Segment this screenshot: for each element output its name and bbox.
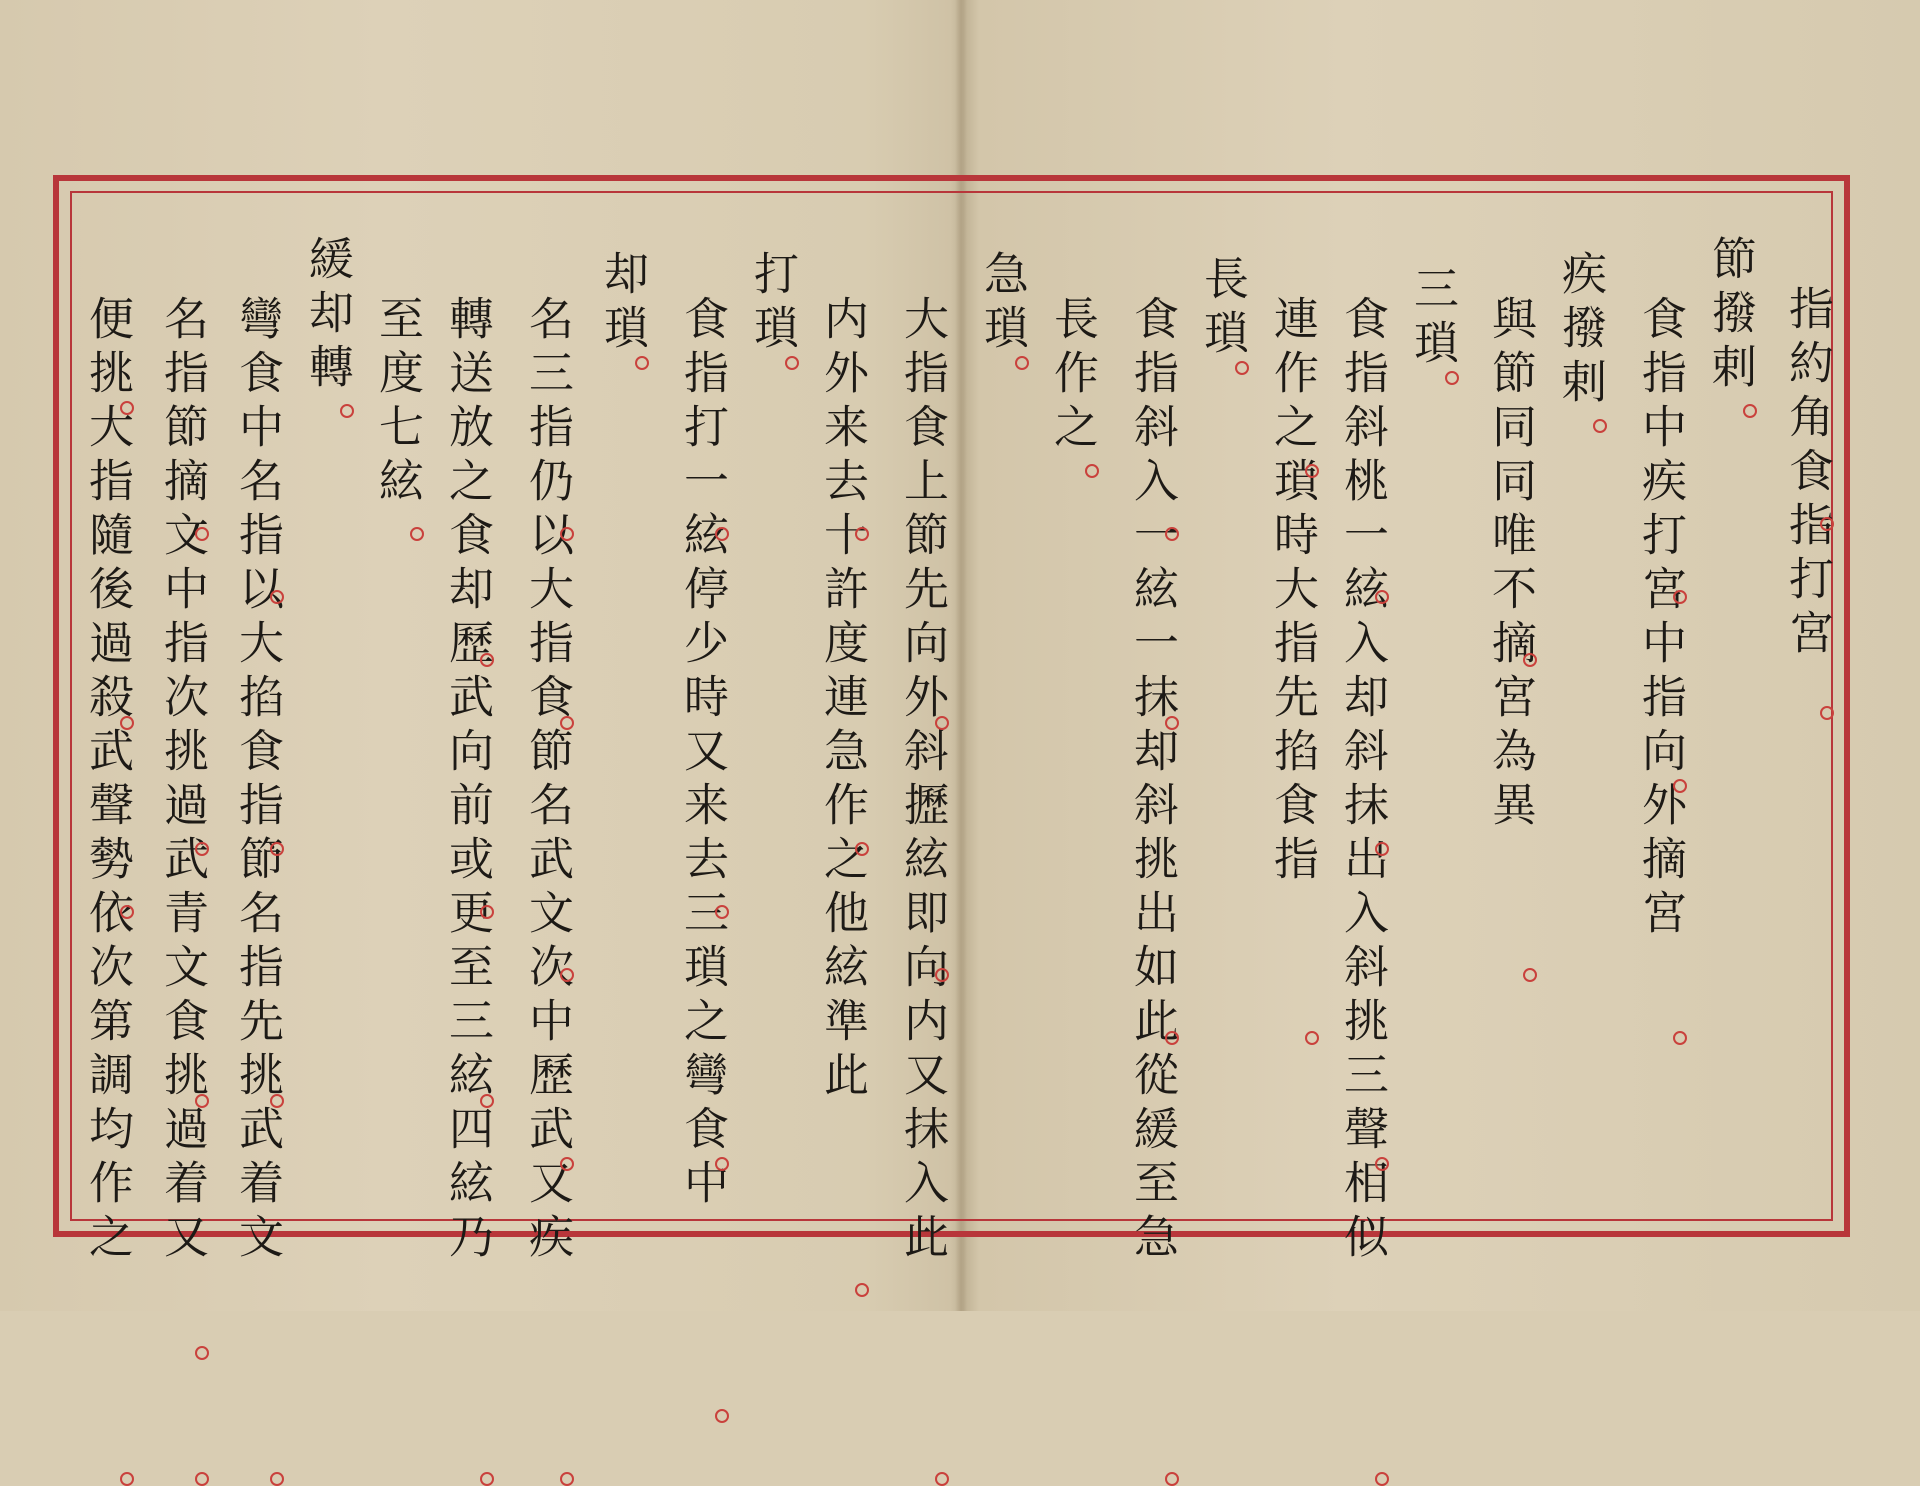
text-column-8: 連作之瑣時大指先掐食指 [1266, 295, 1319, 889]
punctuation-circle [340, 404, 354, 418]
text-column-19: 轉送放之食却歷武向前或更至三絃四絃乃 [441, 295, 494, 1267]
text-column-5: 與節同同唯不摘宮為異 [1484, 295, 1537, 835]
punctuation-circle [1165, 716, 1179, 730]
punctuation-circle [1305, 464, 1319, 478]
punctuation-circle [195, 1472, 209, 1486]
text-column-14: 内外来去十許度連急作之他絃準此 [816, 295, 869, 1105]
text-column-15: 打瑣 [746, 250, 799, 358]
punctuation-circle [480, 653, 494, 667]
text-column-21: 緩却轉 [301, 235, 354, 397]
punctuation-circle [560, 527, 574, 541]
punctuation-circle [1305, 1031, 1319, 1045]
punctuation-circle [1165, 1031, 1179, 1045]
punctuation-circle [270, 1094, 284, 1108]
punctuation-circle [1445, 371, 1459, 385]
punctuation-circle [1673, 779, 1687, 793]
punctuation-circle [560, 716, 574, 730]
punctuation-circle [935, 968, 949, 982]
text-column-2: 節撥剌 [1704, 235, 1757, 397]
text-column-20: 至度七絃 [371, 295, 424, 511]
punctuation-circle [1523, 968, 1537, 982]
punctuation-circle [935, 1472, 949, 1486]
punctuation-circle [1165, 527, 1179, 541]
text-column-9: 長瑣 [1196, 255, 1249, 363]
punctuation-circle [935, 716, 949, 730]
punctuation-circle [855, 527, 869, 541]
punctuation-circle [1820, 706, 1834, 720]
punctuation-circle [560, 1157, 574, 1171]
punctuation-circle [785, 356, 799, 370]
punctuation-circle [270, 1472, 284, 1486]
text-column-18: 名三指仍以大指食節名武文次中歷武又疾 [521, 295, 574, 1267]
text-column-24: 便挑大指隨後過殺武聲勢依次第調均作之 [81, 295, 134, 1267]
punctuation-circle [1375, 1157, 1389, 1171]
punctuation-circle [1165, 1472, 1179, 1486]
punctuation-circle [560, 1472, 574, 1486]
punctuation-circle [1673, 1031, 1687, 1045]
punctuation-circle [1235, 361, 1249, 375]
text-column-7: 食指斜桃一絃入却斜抹出入斜挑三聲相似 [1336, 295, 1389, 1267]
text-column-6: 三瑣 [1406, 265, 1459, 373]
text-column-3: 食指中疾打宮中指向外摘宮 [1634, 295, 1687, 943]
text-column-4: 疾撥剌 [1554, 250, 1607, 412]
punctuation-circle [715, 527, 729, 541]
punctuation-circle [1523, 653, 1537, 667]
punctuation-circle [195, 527, 209, 541]
punctuation-circle [120, 716, 134, 730]
punctuation-circle [715, 905, 729, 919]
punctuation-circle [270, 590, 284, 604]
punctuation-circle [120, 905, 134, 919]
text-column-22: 彎食中名指以大掐食指節名指先挑武着文 [231, 295, 284, 1267]
punctuation-circle [1820, 517, 1834, 531]
punctuation-circle [560, 968, 574, 982]
punctuation-circle [635, 356, 649, 370]
text-column-1: 指約角食指打宮 [1781, 285, 1834, 663]
punctuation-circle [195, 842, 209, 856]
punctuation-circle [480, 1094, 494, 1108]
punctuation-circle [715, 1157, 729, 1171]
punctuation-circle [1593, 419, 1607, 433]
punctuation-circle [1085, 464, 1099, 478]
punctuation-circle [195, 1346, 209, 1360]
punctuation-circle [270, 842, 284, 856]
text-column-13: 大指食上節先向外斜攊絃即向内又抹入此 [896, 295, 949, 1267]
punctuation-circle [480, 1472, 494, 1486]
punctuation-circle [1375, 842, 1389, 856]
text-column-17: 却瑣 [596, 250, 649, 358]
punctuation-circle [195, 1094, 209, 1108]
punctuation-circle [480, 905, 494, 919]
text-column-23: 名指節摘文中指次挑過武青文食挑過着又 [156, 295, 209, 1267]
text-column-11: 長作之 [1046, 295, 1099, 457]
punctuation-circle [1015, 356, 1029, 370]
punctuation-circle [1375, 1472, 1389, 1486]
punctuation-circle [410, 527, 424, 541]
punctuation-circle [1375, 590, 1389, 604]
text-column-12: 急瑣 [976, 250, 1029, 358]
punctuation-circle [855, 842, 869, 856]
punctuation-circle [120, 401, 134, 415]
punctuation-circle [855, 1283, 869, 1297]
text-column-16: 食指打一絃停少時又来去三瑣之彎食中 [676, 295, 729, 1213]
punctuation-circle [1673, 590, 1687, 604]
punctuation-circle [715, 1409, 729, 1423]
text-column-10: 食指斜入一絃一抹却斜挑出如此從緩至急 [1126, 295, 1179, 1267]
punctuation-circle [1743, 404, 1757, 418]
punctuation-circle [120, 1472, 134, 1486]
